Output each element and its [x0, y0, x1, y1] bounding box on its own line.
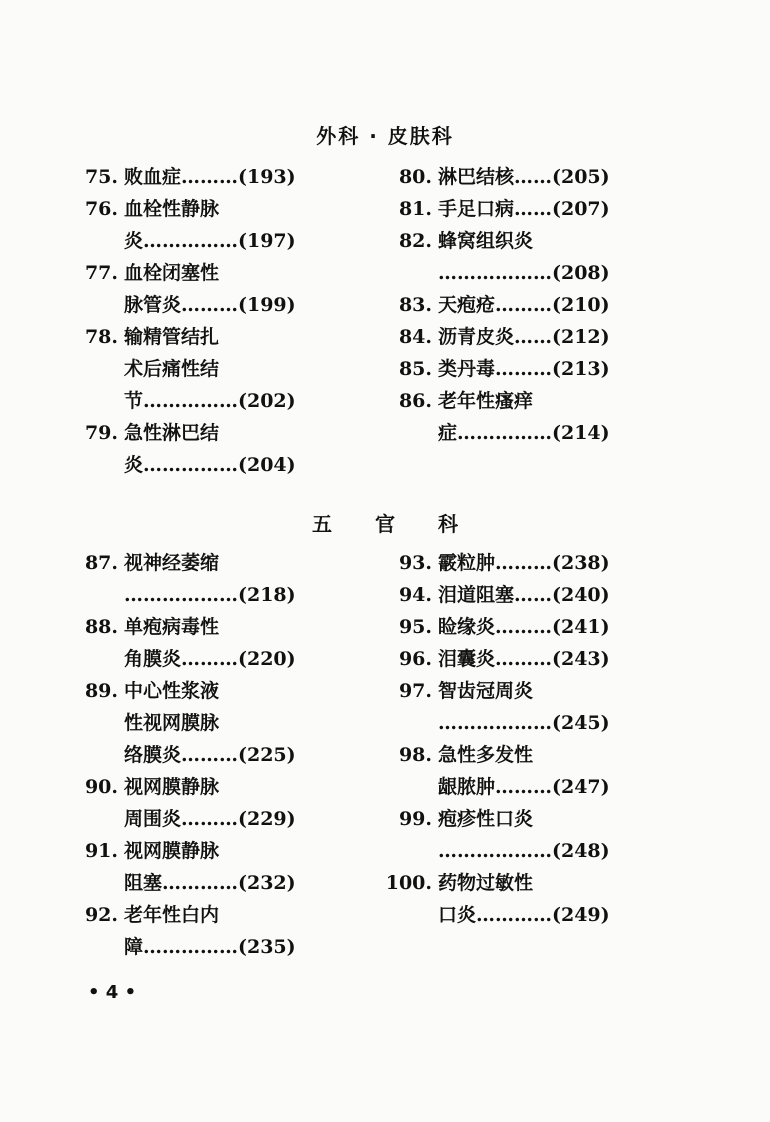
entry-number: 100. [385, 872, 432, 894]
entry-number: 86. [398, 390, 432, 412]
entry-text: ………………(245) [438, 712, 610, 734]
entry-text: 药物过敏性 [438, 872, 534, 894]
entry-number: 91. [84, 840, 118, 862]
entry-text: 术后痛性结 [124, 358, 220, 380]
entry-text: 类丹毒………(213) [438, 358, 610, 380]
entry-number: 90. [84, 776, 118, 798]
entry-text: 炎……………(197) [124, 230, 296, 252]
entry-text: 睑缘炎………(241) [438, 616, 610, 638]
section-title-ent-ophthalmology: 五 官 科 [312, 512, 458, 536]
entry-text: 泪囊炎………(243) [438, 648, 610, 670]
entry-number: 92. [84, 904, 118, 926]
entry-number: 88. [84, 616, 118, 638]
entry-text: 视网膜静脉 [124, 776, 220, 798]
entry-number: 98. [398, 744, 432, 766]
entry-text: 血栓闭塞性 [124, 262, 220, 284]
entry-text: 络膜炎………(225) [124, 744, 296, 766]
entry-text: 天疱疮………(210) [438, 294, 610, 316]
page-number: • 4 • [88, 982, 137, 1003]
entry-text: 单疱病毒性 [124, 616, 220, 638]
entry-text: 老年性瘙痒 [438, 390, 534, 412]
entry-text: 霰粒肿………(238) [438, 552, 610, 574]
entry-number: 95. [398, 616, 432, 638]
entry-text: 视网膜静脉 [124, 840, 220, 862]
entry-number: 99. [398, 808, 432, 830]
entry-number: 84. [398, 326, 432, 348]
entry-number: 89. [84, 680, 118, 702]
entry-number: 79. [84, 422, 118, 444]
entry-text: ………………(218) [124, 584, 296, 606]
entry-text: 性视网膜脉 [124, 712, 220, 734]
entry-number: 76. [84, 198, 118, 220]
entry-number: 77. [84, 262, 118, 284]
entry-text: 周围炎………(229) [124, 808, 296, 830]
entry-text: 沥青皮炎……(212) [438, 326, 610, 348]
entry-text: 视神经萎缩 [124, 552, 220, 574]
entry-text: 手足口病……(207) [438, 198, 610, 220]
entry-text: 泪道阻塞……(240) [438, 584, 610, 606]
entry-text: 蜂窝组织炎 [438, 230, 534, 252]
entry-text: 血栓性静脉 [124, 198, 220, 220]
entry-text: ………………(208) [438, 262, 610, 284]
entry-text: 龈脓肿………(247) [438, 776, 610, 798]
entry-text: 炎……………(204) [124, 454, 296, 476]
entry-text: 急性多发性 [438, 744, 534, 766]
entry-text: 角膜炎………(220) [124, 648, 296, 670]
entry-text: 障……………(235) [124, 936, 296, 958]
entry-number: 78. [84, 326, 118, 348]
entry-number: 85. [398, 358, 432, 380]
entry-text: 症……………(214) [438, 422, 610, 444]
entry-number: 81. [398, 198, 432, 220]
entry-text: 中心性浆液 [124, 680, 220, 702]
entry-number: 93. [398, 552, 432, 574]
entry-text: 老年性白内 [124, 904, 220, 926]
section-title-surgery-dermatology: 外科 · 皮肤科 [316, 124, 454, 148]
entry-number: 82. [398, 230, 432, 252]
entry-number: 94. [398, 584, 432, 606]
entry-number: 80. [398, 166, 432, 188]
entry-text: ………………(248) [438, 840, 610, 862]
entry-text: 节……………(202) [124, 390, 296, 412]
entry-number: 83. [398, 294, 432, 316]
entry-text: 疱疹性口炎 [438, 808, 534, 830]
entry-number: 96. [398, 648, 432, 670]
entry-text: 阻塞…………(232) [124, 872, 296, 894]
entry-number: 87. [84, 552, 118, 574]
entry-text: 淋巴结核……(205) [438, 166, 610, 188]
entry-text: 智齿冠周炎 [438, 680, 534, 702]
entry-number: 97. [398, 680, 432, 702]
entry-text: 败血症………(193) [124, 166, 296, 188]
entry-text: 急性淋巴结 [124, 422, 220, 444]
entry-number: 75. [84, 166, 118, 188]
entry-text: 口炎…………(249) [438, 904, 610, 926]
entry-text: 输精管结扎 [124, 326, 220, 348]
entry-text: 脉管炎………(199) [124, 294, 296, 316]
